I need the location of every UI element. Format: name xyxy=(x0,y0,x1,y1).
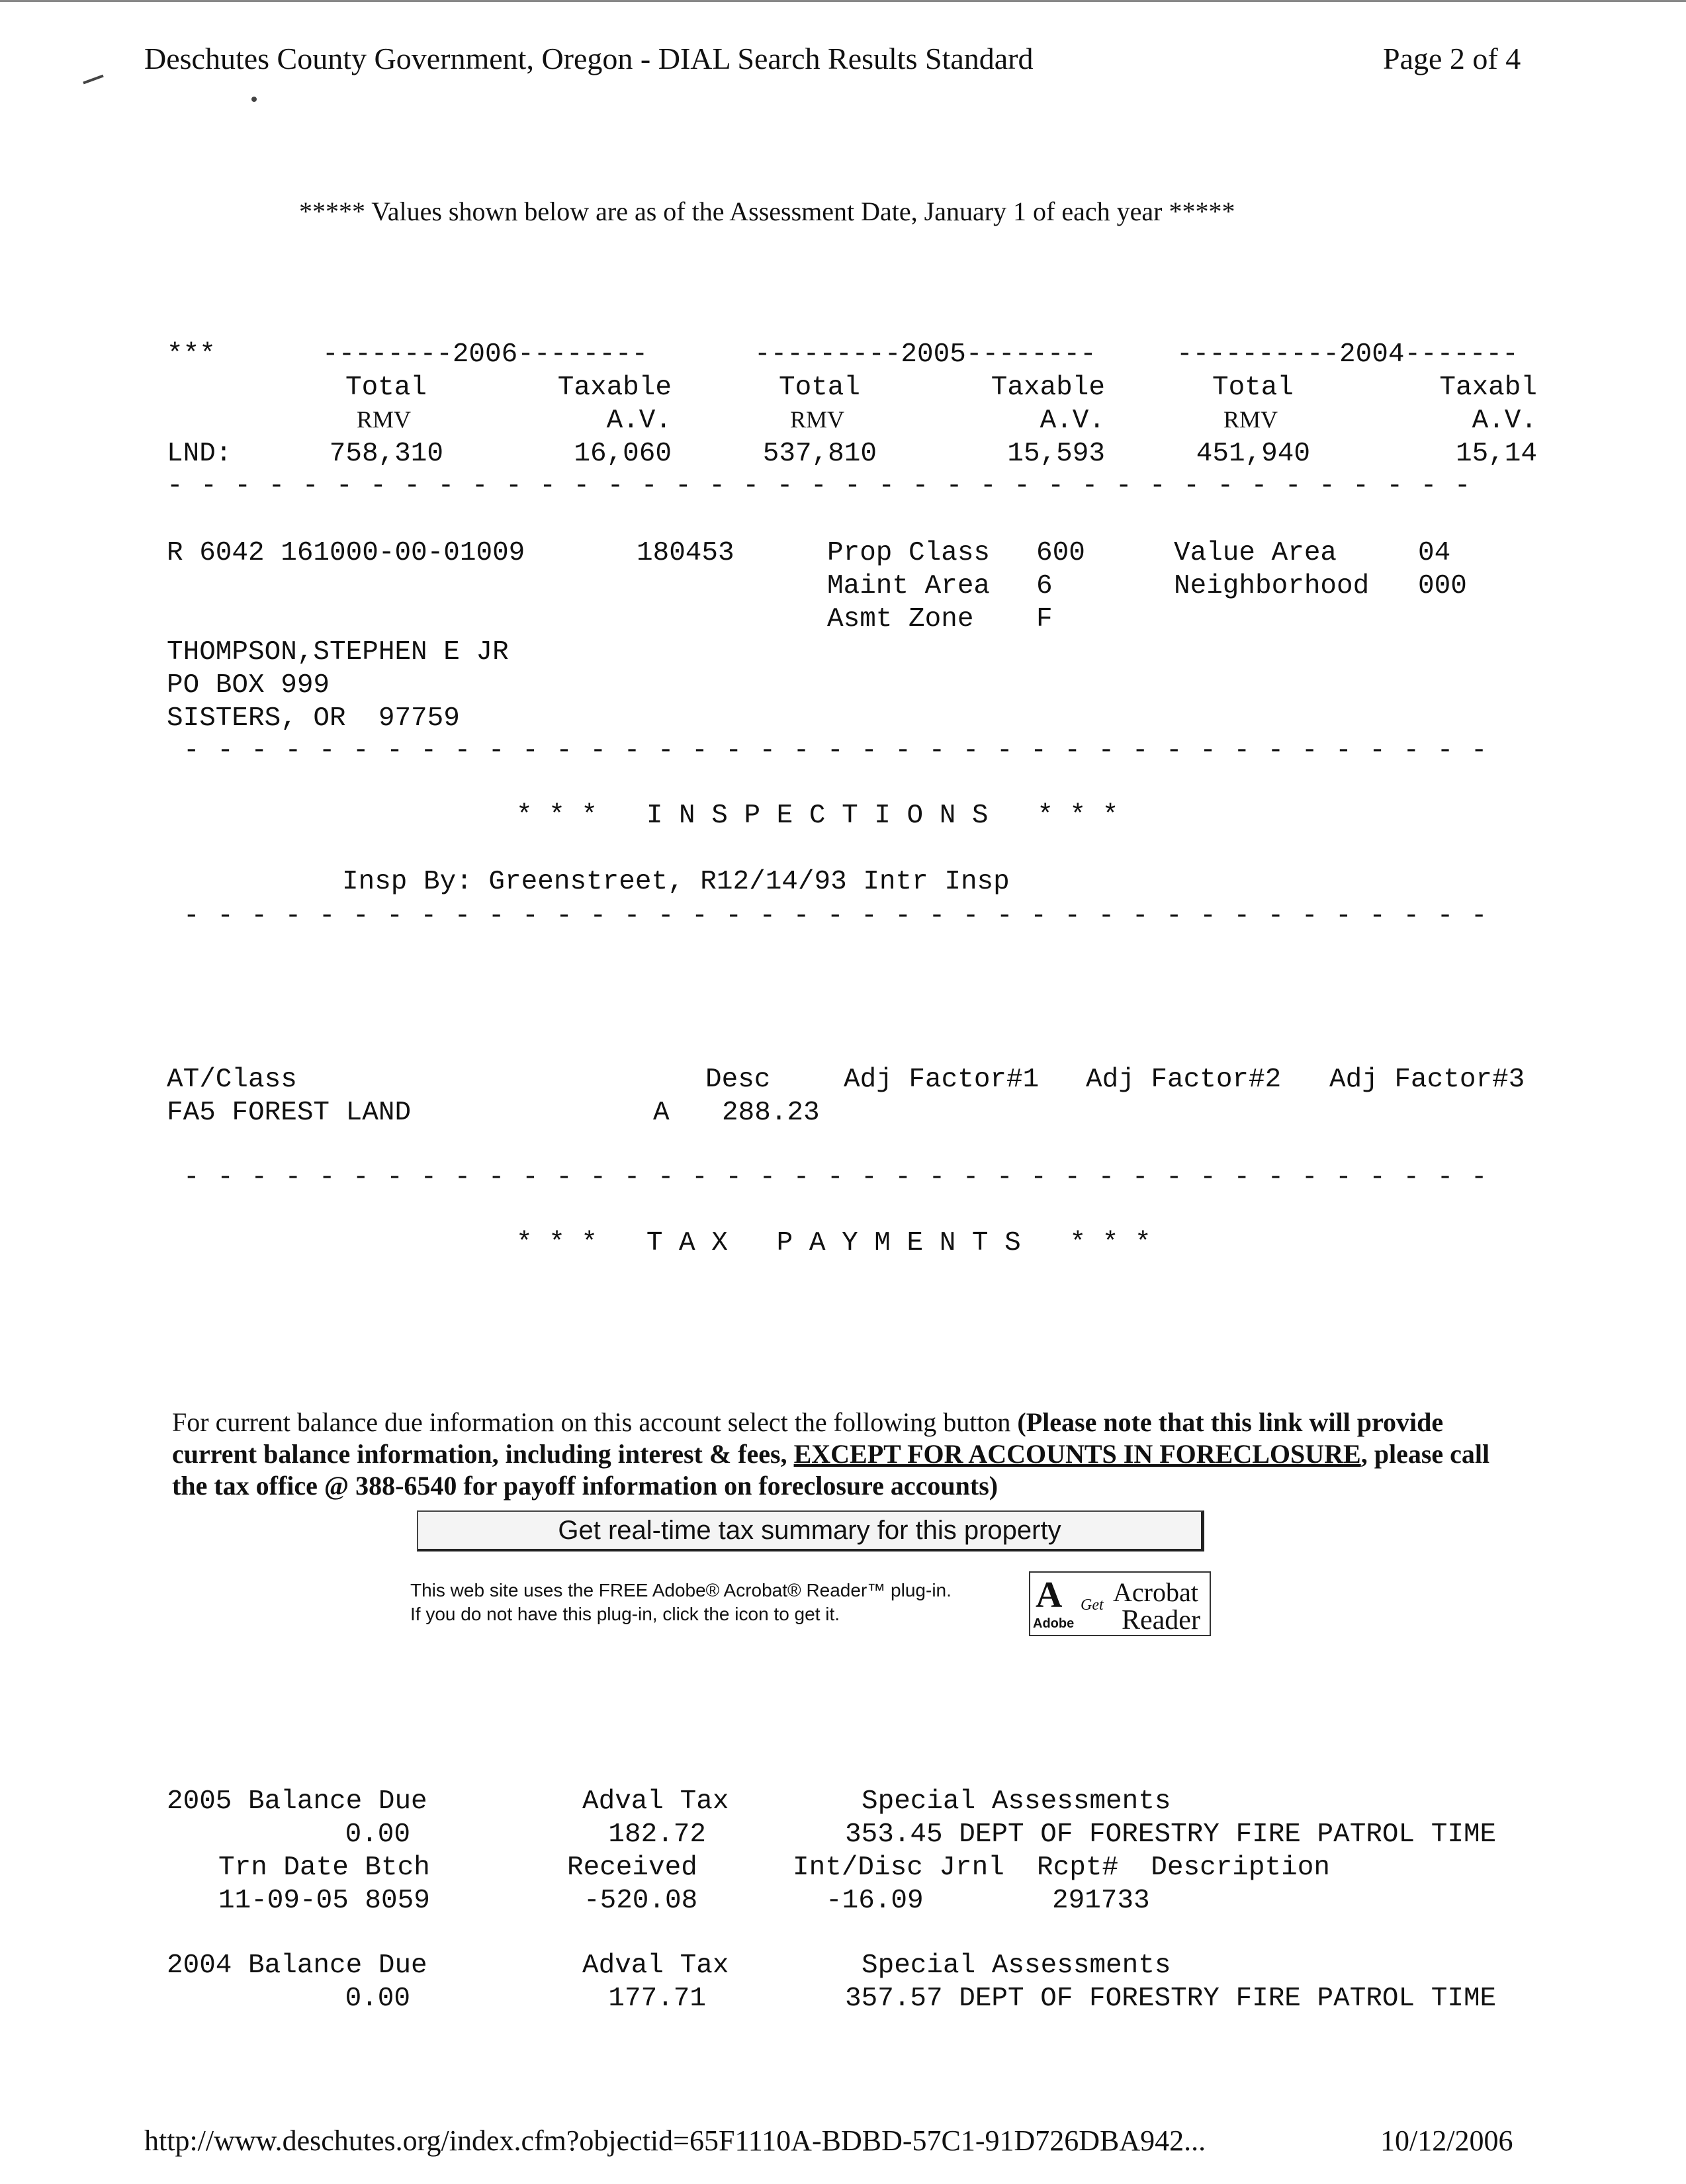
col-head-rmv: RMV xyxy=(356,406,412,433)
tax-payments-heading: * * * T A X P A Y M E N T S * * * xyxy=(516,1228,1151,1258)
balance-due-label-2005: 2005 Balance Due xyxy=(167,1786,427,1817)
owner-address-1: PO BOX 999 xyxy=(167,670,330,701)
value-area-value: 04 xyxy=(1418,538,1451,568)
button-label: Get real-time tax summary for this property xyxy=(558,1515,1061,1545)
real-time-tax-summary-button[interactable] xyxy=(417,1510,1204,1551)
desc-header: Desc xyxy=(705,1065,771,1095)
inspection-line: Insp By: Greenstreet, R12/14/93 Intr Insp xyxy=(342,867,1010,897)
get-acrobat-reader-icon[interactable] xyxy=(1029,1571,1211,1636)
value-area-label: Value Area xyxy=(1174,538,1337,568)
account-code: 180453 xyxy=(637,538,734,568)
asmt-zone-label: Asmt Zone xyxy=(827,604,974,634)
balance-due-2005: 0.00 xyxy=(345,1819,410,1850)
footer-url: http://www.deschutes.org/index.cfm?objectid=65F1110A-BDBD-57C1-91D726DBA942... xyxy=(144,2124,1206,2157)
notice-text: For current balance due information on this account select the following button xyxy=(172,1407,1018,1437)
prop-class-label: Prop Class xyxy=(827,538,991,568)
received-header: Received xyxy=(567,1853,697,1883)
asmt-zone-value: F xyxy=(1036,604,1053,634)
badge-acrobat: Acrobat xyxy=(1113,1577,1198,1607)
received-value: -520.08 xyxy=(584,1886,698,1916)
badge-adobe: Adobe xyxy=(1033,1616,1075,1631)
value-2005-rmv: 537,810 xyxy=(762,439,877,469)
scan-dot xyxy=(251,97,257,102)
acrobat-note-line-1: This web site uses the FREE Adobe® Acrobat® Reader™ plug-in. xyxy=(410,1580,952,1600)
receipt-number: 291733 xyxy=(1052,1886,1150,1916)
special-assessments-label-2004: Special Assessments xyxy=(862,1950,1171,1981)
adj-factor-2-header: Adj Factor#2 xyxy=(1086,1065,1282,1095)
owner-name: THOMPSON,STEPHEN E JR xyxy=(167,637,509,668)
inspections-heading: * * * I N S P E C T I O N S * * * xyxy=(516,801,1119,831)
badge-get: Get xyxy=(1081,1596,1104,1614)
year-2005: ---------2005-------- xyxy=(754,339,1096,370)
acrobat-note-line-2: If you do not have this plug-in, click the icon to get it. xyxy=(410,1604,840,1624)
divider: - - - - - - - - - - - - - - - - - - - - - - - - - - - - - - - - - - - - - - - xyxy=(167,471,1472,502)
special-assessment-2005: 353.45 DEPT OF FORESTRY FIRE PATROL TIME xyxy=(845,1819,1497,1850)
row-label-lnd: LND: xyxy=(167,439,232,469)
trn-date-header: Trn Date Btch xyxy=(218,1853,430,1883)
adval-tax-2004: 177.71 xyxy=(608,1984,706,2014)
desc-code: A xyxy=(653,1098,670,1128)
adval-tax-label-2004: Adval Tax xyxy=(582,1950,729,1981)
value-2006-rmv: 758,310 xyxy=(329,439,443,469)
values-marker: *** xyxy=(167,339,216,370)
notice-bold: , please call the tax office @ 388-6540 for payoff information on foreclosure accounts) xyxy=(172,1439,1490,1501)
adobe-logo-icon: A xyxy=(1036,1575,1063,1616)
balance-due-label-2004: 2004 Balance Due xyxy=(167,1950,427,1981)
col-head-rmv: RMV xyxy=(789,406,845,433)
account-id: R 6042 161000-00-01009 xyxy=(167,538,525,568)
col-head-total: Total xyxy=(345,372,427,403)
col-head-rmv: RMV xyxy=(1223,406,1278,433)
value-2004-av: 15,14 xyxy=(1455,439,1537,469)
balance-due-2004: 0.00 xyxy=(345,1984,410,2014)
special-assessment-2004: 357.57 DEPT OF FORESTRY FIRE PATROL TIME xyxy=(845,1984,1497,2014)
col-head-av: A.V. xyxy=(1472,406,1537,436)
neighborhood-value: 000 xyxy=(1418,571,1467,601)
badge-reader: Reader xyxy=(1122,1605,1200,1636)
class-header: AT/Class xyxy=(167,1065,297,1095)
col-head-av: A.V. xyxy=(1040,406,1105,436)
neighborhood-label: Neighborhood xyxy=(1174,571,1370,601)
adj-factor-1-header: Adj Factor#1 xyxy=(844,1065,1040,1095)
col-head-taxable: Taxable xyxy=(557,372,672,403)
owner-address-2: SISTERS, OR 97759 xyxy=(167,703,460,734)
values-note: ***** Values shown below are as of the Assessment Date, January 1 of each year ***** xyxy=(299,197,1235,226)
special-assessments-label-2005: Special Assessments xyxy=(862,1786,1171,1817)
col-head-taxable: Taxabl xyxy=(1439,372,1537,403)
foreclosure-warning: EXCEPT FOR ACCOUNTS IN FORECLOSURE xyxy=(793,1439,1361,1469)
adval-tax-2005: 182.72 xyxy=(608,1819,706,1850)
int-disc-header: Int/Disc Jrnl Rcpt# Description xyxy=(793,1853,1330,1883)
col-head-total: Total xyxy=(778,372,860,403)
int-disc-value: -16.09 xyxy=(826,1886,924,1916)
maint-area-value: 6 xyxy=(1036,571,1053,601)
footer-date: 10/12/2006 xyxy=(1380,2124,1513,2157)
divider: - - - - - - - - - - - - - - - - - - - - - - - - - - - - - - - - - - - - - - - xyxy=(183,736,1488,766)
adval-tax-label-2005: Adval Tax xyxy=(582,1786,729,1817)
trn-date-value: 11-09-05 8059 xyxy=(218,1886,430,1916)
year-2006: --------2006-------- xyxy=(322,339,648,370)
value-2005-av: 15,593 xyxy=(1007,439,1105,469)
col-head-av: A.V. xyxy=(606,406,672,436)
scan-edge xyxy=(0,0,1686,2)
col-head-total: Total xyxy=(1212,372,1294,403)
divider: - - - - - - - - - - - - - - - - - - - - - - - - - - - - - - - - - - - - - - - xyxy=(183,1162,1488,1193)
desc-value: 288.23 xyxy=(722,1098,820,1128)
value-2006-av: 16,060 xyxy=(574,439,672,469)
value-2004-rmv: 451,940 xyxy=(1196,439,1310,469)
scan-mark xyxy=(83,75,103,85)
notice-bold: (Please note that this link will provide current balance information, including interest & fees, xyxy=(172,1407,1444,1469)
class-value: FA5 FOREST LAND xyxy=(167,1098,412,1128)
divider: - - - - - - - - - - - - - - - - - - - - - - - - - - - - - - - - - - - - - - - xyxy=(183,901,1488,932)
maint-area-label: Maint Area xyxy=(827,571,991,601)
page-number: Page 2 of 4 xyxy=(1383,42,1521,75)
adj-factor-3-header: Adj Factor#3 xyxy=(1329,1065,1525,1095)
balance-notice xyxy=(172,1407,1509,1502)
prop-class-value: 600 xyxy=(1036,538,1085,568)
col-head-taxable: Taxable xyxy=(991,372,1105,403)
year-2004: ----------2004------- xyxy=(1176,339,1519,370)
page-title: Deschutes County Government, Oregon - DIAL Search Results Standard xyxy=(144,42,1034,75)
